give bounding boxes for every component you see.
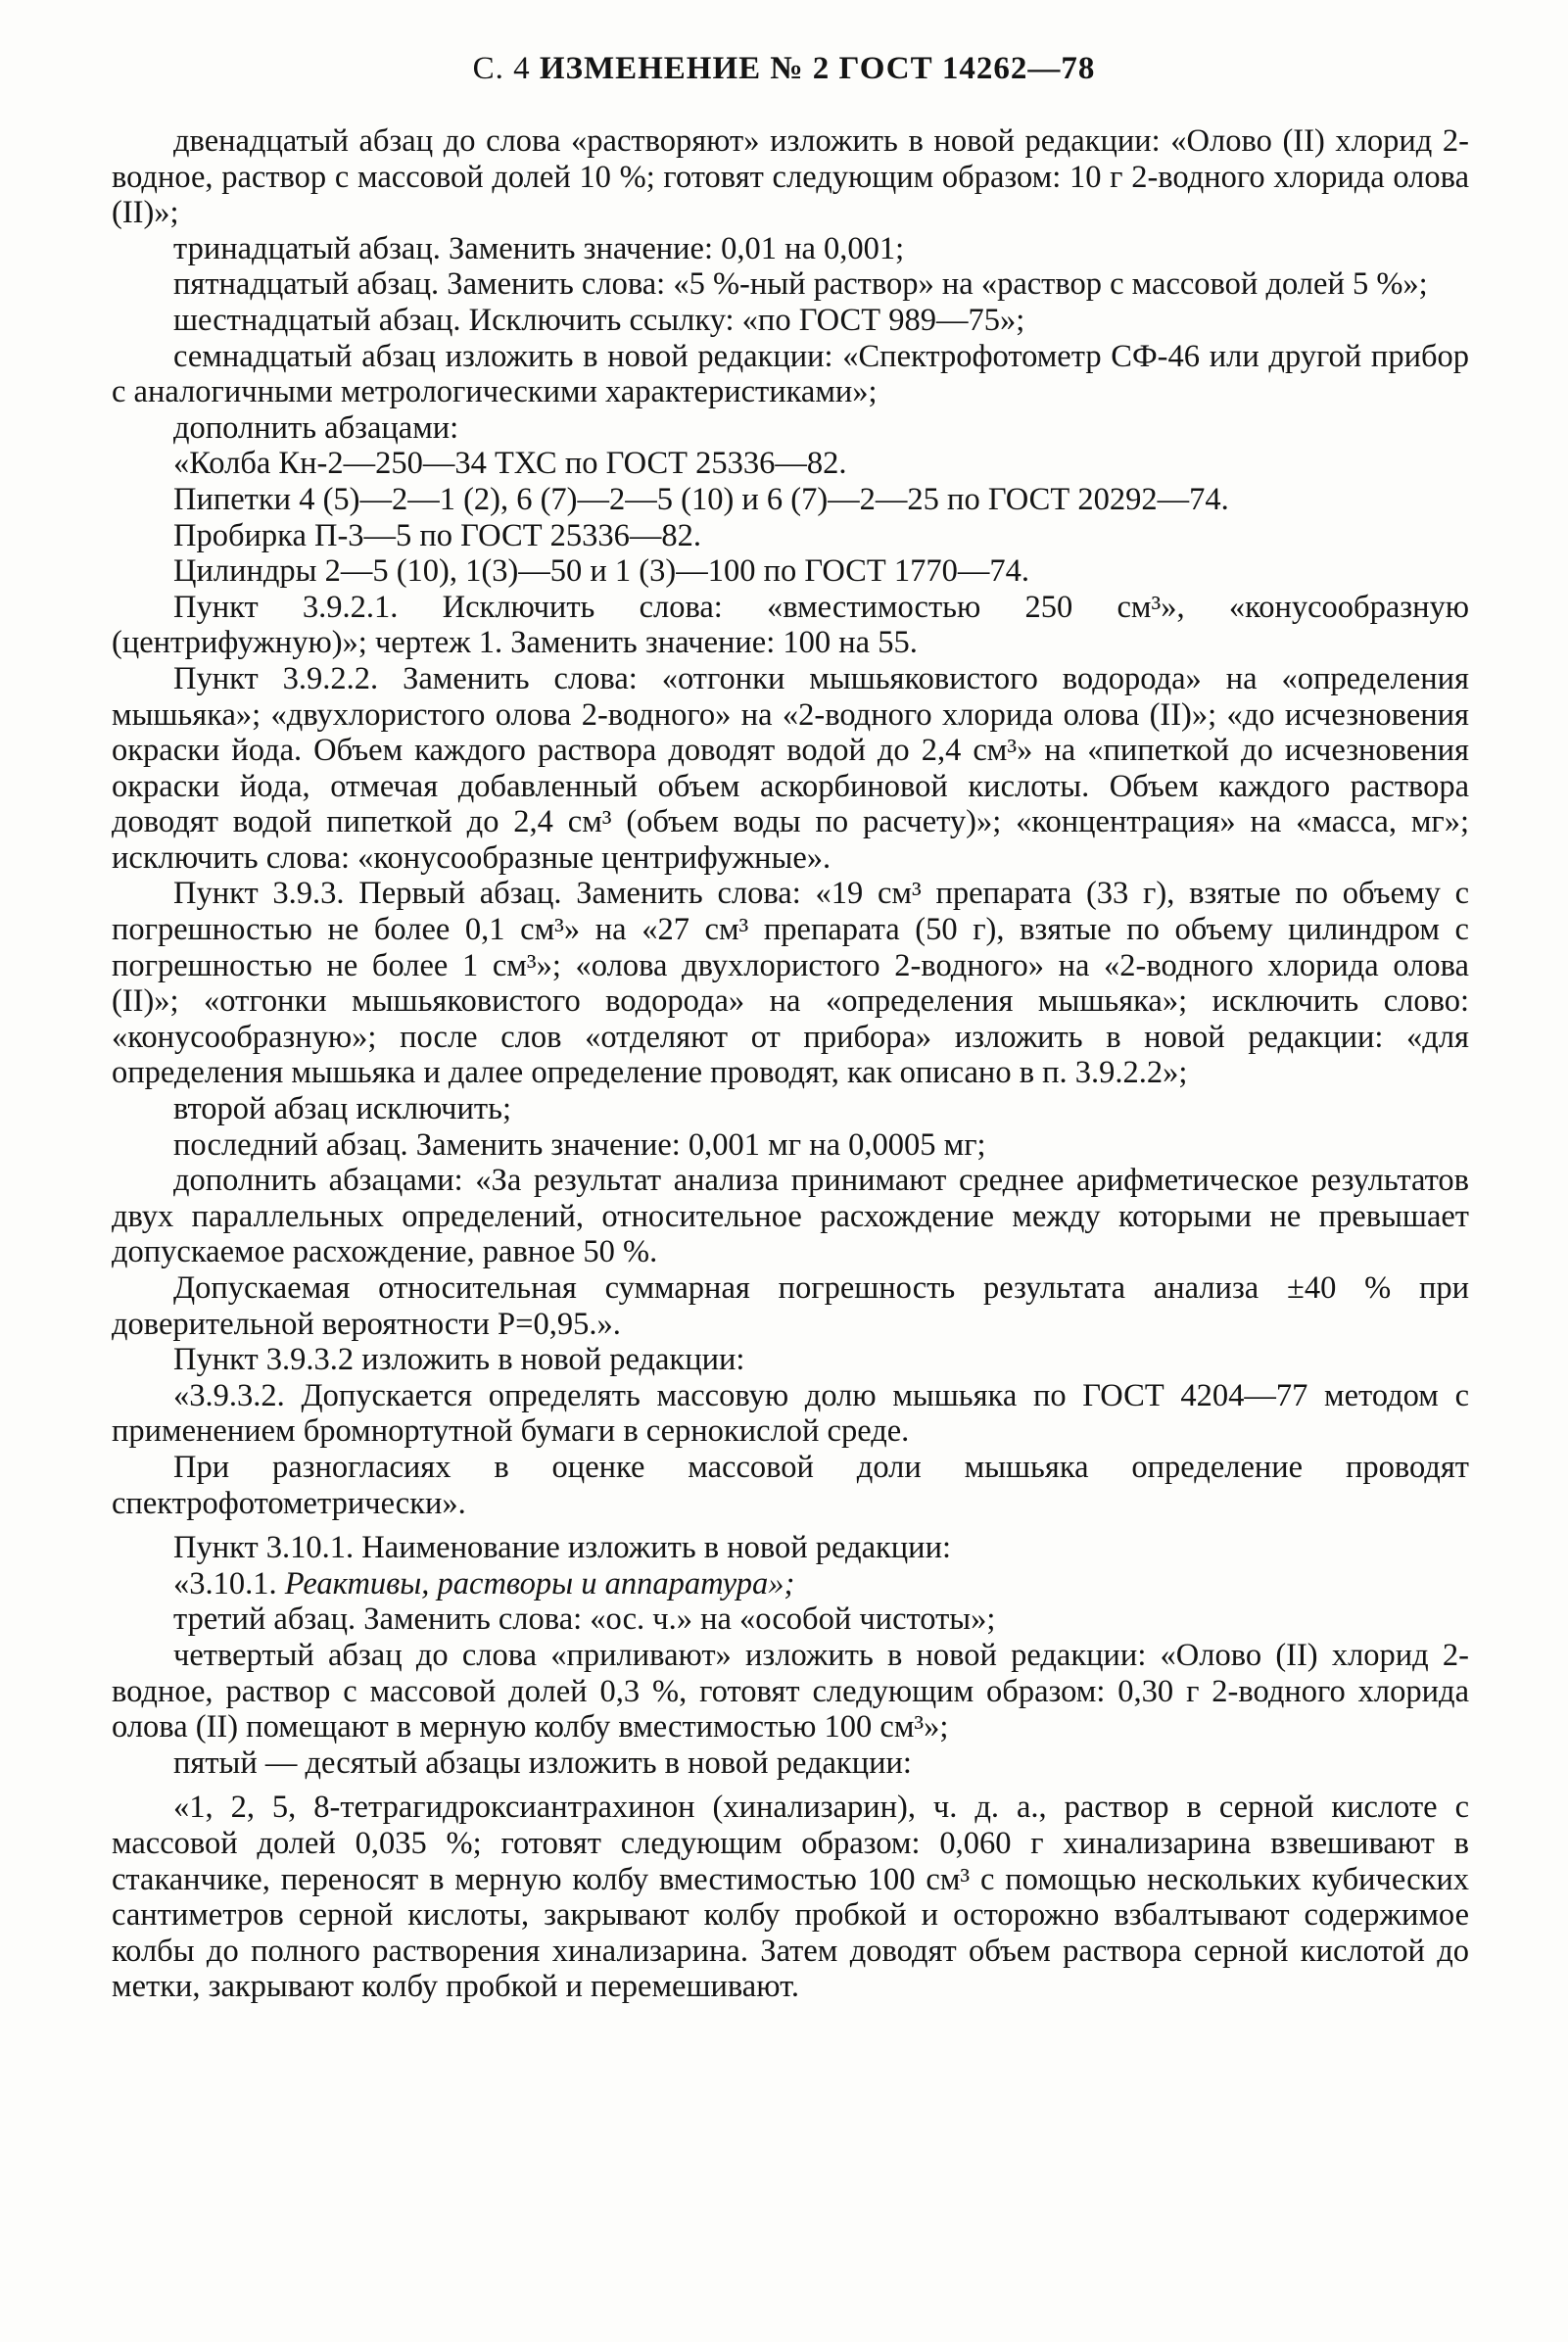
document-body xyxy=(112,123,1469,2005)
paragraph: Пункт 3.9.3.2 изложить в новой редакции: xyxy=(173,1342,745,1378)
page-number: С. 4 xyxy=(472,51,531,86)
paragraph: Пункт 3.9.3. Первый абзац. Заменить слова: «19 см³ препарата (33 г), взятые по объему с погрешностью не более 0,1 см³» на «27 см³ препарата (50 г), взятые по объему цилиндром с погрешностью не более 1 см³»; «олова двухлористого 2-водного» на «2-водного хлорида олова (II)»; «отгонки мышьяковистого водорода» на «определения мышьяка»; исключить слово: «конусообразную»; после слов «отделяют от прибора» изложить в новой редакции: «для определения мышьяка и далее определение проводят, как описано в п. 3.9.2.2»; xyxy=(112,876,1469,1091)
paragraph: Допускаемая относительная суммарная погрешность результата анализа ±40 % при доверительной вероятности P=0,95.». xyxy=(112,1270,1469,1342)
paragraph: Пункт 3.9.2.2. Заменить слова: «отгонки мышьяковистого водорода» на «определения мышьяка»; «двухлористого олова 2-водного» на «2-водного хлорида олова (II)»; «до исчезновения окраски йода. Объем каждого раствора доводят водой до 2,4 см³» на «пипеткой до исчезновения окраски йода, отмечая добавленный объем аскорбиновой кислоты. Объем каждого раствора доводят водой пипеткой до 2,4 см³ (объем воды по расчету)»; «концентрация» на «масса, мг»; исключить слова: «конусообразные центрифужные». xyxy=(112,660,1469,876)
paragraph: Пробирка П-3—5 по ГОСТ 25336—82. xyxy=(173,517,702,553)
paragraph: Пункт 3.9.2.1. Исключить слова: «вместимостью 250 см³», «конусообразную (центрифужную)»; чертеж 1. Заменить значение: 100 на 55. xyxy=(112,589,1469,661)
paragraph: двенадцатый абзац до слова «растворяют» изложить в новой редакции: «Олово (II) хлорид 2-водное, раствор с массовой долей 10 %; готовят следующим образом: 10 г 2-водного хлорида олова (II)»; xyxy=(112,123,1469,231)
paragraph xyxy=(112,1566,1469,1602)
paragraph: «Колба Кн-2—250—34 ТХС по ГОСТ 25336—82. xyxy=(173,446,847,482)
paragraph: Пипетки 4 (5)—2—1 (2), 6 (7)—2—5 (10) и 6 (7)—2—25 по ГОСТ 20292—74. xyxy=(173,481,1229,517)
paragraph: При разногласиях в оценке массовой доли мышьяка определение проводят спектрофотометрически». xyxy=(112,1449,1469,1521)
paragraph: последний абзац. Заменить значение: 0,001 мг на 0,0005 мг; xyxy=(173,1126,986,1163)
paragraph: четвертый абзац до слова «приливают» изложить в новой редакции: «Олово (II) хлорид 2-водное, раствор с массовой долей 0,3 %, готовят следующим образом: 0,30 г 2-водного хлорида олова (II) помещают в мерную колбу вместимостью 100 см³»; xyxy=(112,1637,1469,1745)
paragraph: тринадцатый абзац. Заменить значение: 0,01 на 0,001; xyxy=(173,230,905,266)
paragraph: Цилиндры 2—5 (10), 1(3)—50 и 1 (3)—100 по ГОСТ 1770—74. xyxy=(173,553,1029,590)
paragraph: второй абзац исключить; xyxy=(173,1091,511,1127)
page-header xyxy=(0,51,1568,87)
paragraph: третий абзац. Заменить слова: «ос. ч.» на «особой чистоты»; xyxy=(173,1601,996,1638)
paragraph: шестнадцатый абзац. Исключить ссылку: «по ГОСТ 989—75»; xyxy=(173,302,1025,338)
section-number: «3.10.1. xyxy=(173,1565,285,1601)
document-title: ИЗМЕНЕНИЕ № 2 ГОСТ 14262—78 xyxy=(539,51,1096,86)
paragraph: пятнадцатый абзац. Заменить слова: «5 %-ный раствор» на «раствор с массовой долей 5 %»; xyxy=(173,266,1428,303)
paragraph: «3.9.3.2. Допускается определять массовую долю мышьяка по ГОСТ 4204—77 методом с применением бромнортутной бумаги в сернокислой среде. xyxy=(112,1377,1469,1450)
paragraph: Пункт 3.10.1. Наименование изложить в новой редакции: xyxy=(173,1530,951,1566)
paragraph: пятый — десятый абзацы изложить в новой редакции: xyxy=(173,1745,912,1781)
paragraph: семнадцатый абзац изложить в новой редакции: «Спектрофотометр СФ-46 или другой прибор с аналогичными метрологическими характеристиками»; xyxy=(112,338,1469,410)
paragraph: дополнить абзацами: «За результат анализа принимают среднее арифметическое результатов двух параллельных определений, относительное расхождение между которыми не превышает допускаемое расхождение, равное 50 %. xyxy=(112,1163,1469,1270)
section-title-italic: Реактивы, растворы и аппаратура»; xyxy=(284,1565,795,1601)
paragraph: дополнить абзацами: xyxy=(173,409,459,446)
paragraph: «1, 2, 5, 8-тетрагидроксиантрахинон (хинализарин), ч. д. а., раствор в серной кислоте с массовой долей 0,035 %; готовят следующим образом: 0,060 г хинализарина взвешивают в стаканчике, переносят в мерную колбу вместимостью 100 см³ с помощью нескольких кубических сантиметров серной кислоты, закрывают колбу пробкой и осторожно взбалтывают содержимое колбы до полного растворения хинализарина. Затем доводят объем раствора серной кислотой до метки, закрывают колбу пробкой и перемешивают. xyxy=(112,1790,1469,2005)
